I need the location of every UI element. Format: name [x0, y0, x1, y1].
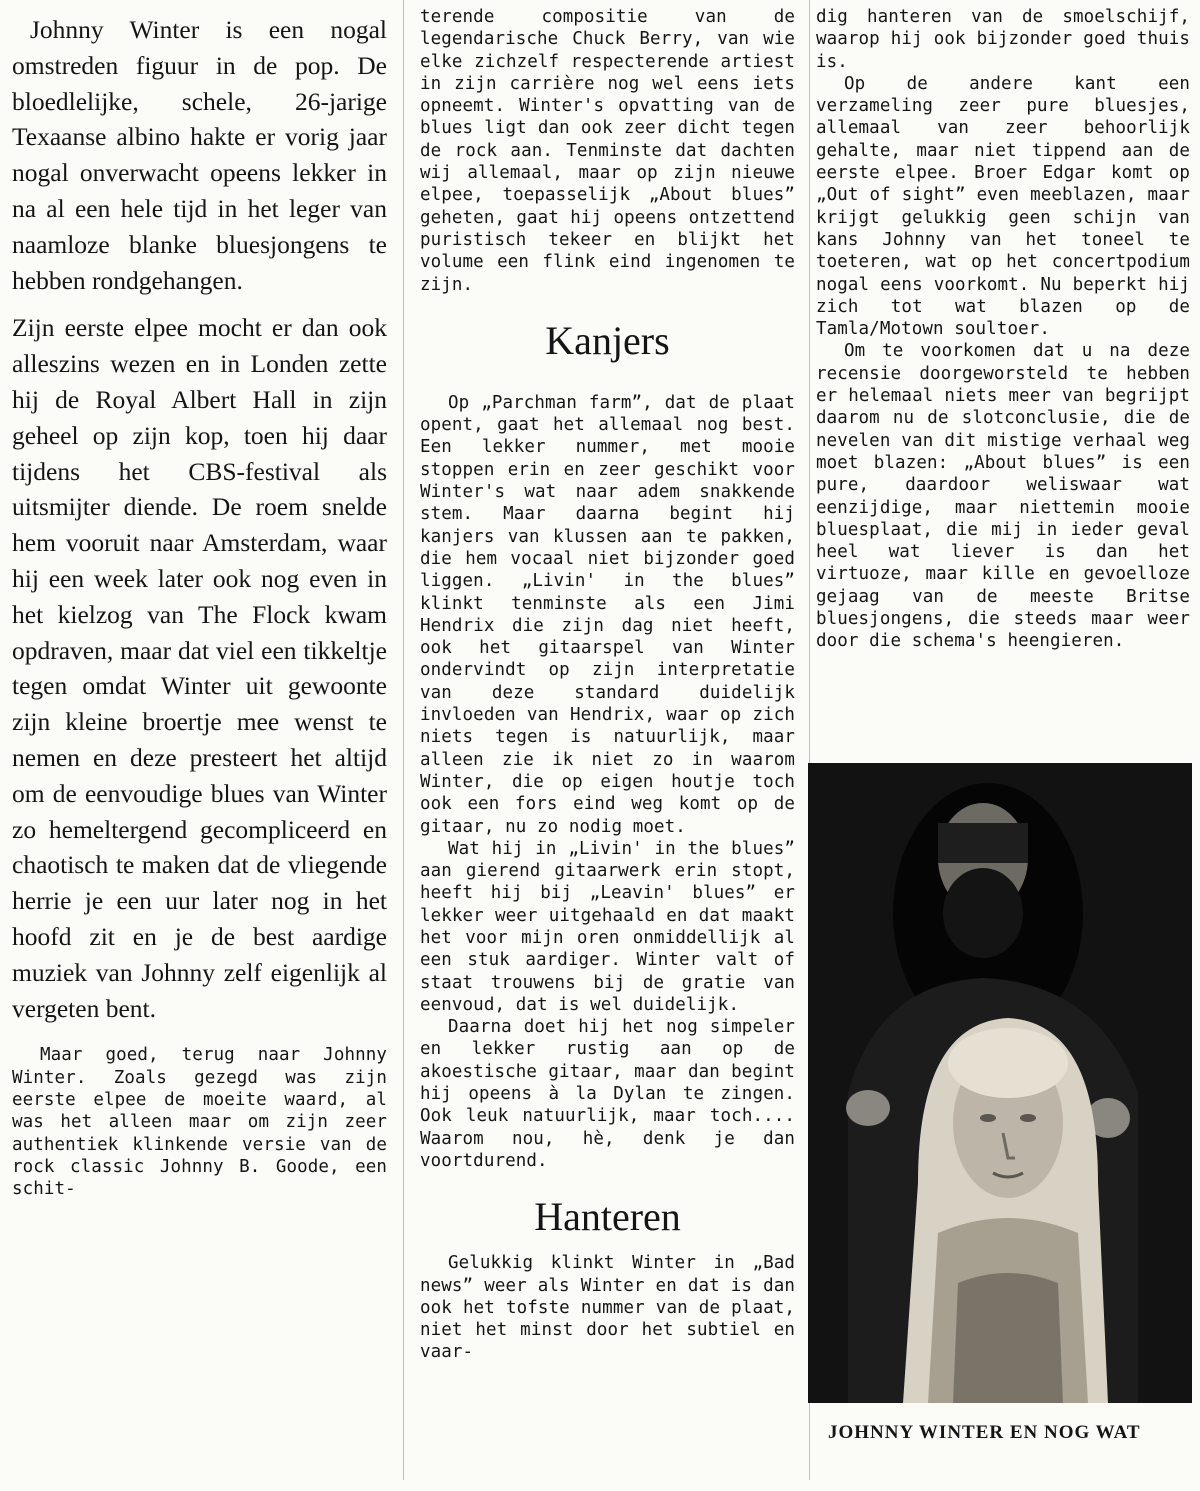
body-paragraph: Zijn eerste elpee mocht er dan ook alleszins wezen en in Londen zette hij de Royal Albert Hall in zijn geheel op zijn kop, toen hij daar tijdens het CBS-festival als uitsmijter diende. De roem snelde hem vooruit naar Amsterdam, waar hij een week later ook nog even in het kielzog van The Flock kwam opdraven, maar dat viel een tikkeltje tegen omdat Winter uit gewoonte zijn kleine broertje mee wenst te nemen en deze presteert het altijd om de eenvoudige blues van Winter zo hemeltergend gecompliceerd en chaotisch te maken dat de vliegende herrie je een uur later nog in het hoofd zit en je de best aardige muziek van Johnny zelf eigenlijk al vergeten bent.: [12, 313, 387, 1023]
body-paragraph: Gelukkig klinkt Winter in „Bad news” weer als Winter en dat is dan ook het tofste nummer van de plaat, niet het minst door het subtiel en vaar-: [420, 1253, 795, 1363]
body-paragraph: Daarna doet hij het nog simpeler en lekker rustig aan op de akoestische gitaar, maar dan begint hij opeens à la Dylan te zingen. Ook leuk natuurlijk, maar toch.... Waarom nou, hè, denk je dan voortdurend.: [420, 1017, 795, 1171]
body-paragraph: Op de andere kant een verzameling zeer pure bluesjes, allemaal van zeer behoorlijk gehalte, maar niet tippend aan de eerste elpee. Broer Edgar komt op „Out of sight” even meeblazen, maar krijgt gelukkig geen schijn van kans Johnny van het toneel te toeteren, wat op het concertpodium nogal eens voorkomt. Nu beperkt hij zich tot wat blazen op de Tamla/Motown soultoer.: [816, 73, 1190, 340]
photo-caption: JOHNNY WINTER EN NOG WAT: [828, 1422, 1141, 1443]
body-paragraph: Wat hij in „Livin' in the blues” aan gierend gitaarwerk erin stopt, heeft hij bij „Leavin' blues” er lekker weer uitgehaald en dat maakt het voor mijn oren onmiddellijk al een stuk aardiger. Winter valt of staat trouwens bij de gratie van eenvoud, dat is wel duidelijk.: [420, 838, 795, 1015]
body-paragraph: Maar goed, terug naar Johnny Winter. Zoals gezegd was zijn eerste elpee de moeite waard, al was het alleen maar om zijn zeer authentiek klinkende versie van de rock classic Johnny B. Goode, een schit-: [12, 1045, 387, 1200]
section-heading: Hanteren: [534, 1194, 681, 1240]
band-photo: [808, 763, 1192, 1403]
lead-paragraph: Johnny Winter is een nogal omstreden figuur in de pop. De bloedlelijke, schele, 26-jarige Texaanse albino hakte er vorig jaar nogal onverwacht opeens lekker in na al een hele tijd in het leger van naamloze blanke bluesjongens te hebben rondgehangen.: [12, 15, 387, 295]
article-column-1: [12, 0, 387, 1200]
article-column-3: [816, 0, 1190, 653]
column-rule: [403, 0, 404, 1480]
body-paragraph: Op „Parchman farm”, dat de plaat opent, gaat het allemaal nog best. Een lekker nummer, met mooie stoppen erin en zeer geschikt voor Winter's wat naar adem snakkende stem. Maar daarna begint hij kanjers van klussen aan te pakken, die hem vocaal niet bijzonder goed liggen. „Livin' in the blues” klinkt tenminste als een Jimi Hendrix die zijn dag niet heeft, ook het gitaarspel van Winter ondervindt op zijn interpretatie van deze standard duidelijk invloeden van Hendrix, waar op zich niets tegen is natuurlijk, maar alleen zie ik niet zo in waarom Winter, die op eigen houtje toch ook een fors eind weg komt op de gitaar, nu zo nodig moet.: [420, 392, 795, 837]
body-paragraph: terende compositie van de legendarische Chuck Berry, van wie elke zichzelf respecterende artiest in zijn carrière nog wel eens iets opneemt. Winter's opvatting van de blues ligt dan ook zeer dicht tegen de rock aan. Tenminste dat dachten wij allemaal, maar op zijn nieuwe elpee, toepasselijk „About blues” geheten, gaat hij opeens ontzettend puristisch tekeer en blijkt het volume een flink eind ingenomen te zijn.: [420, 7, 795, 295]
body-paragraph: dig hanteren van de smoelschijf, waarop hij ook bijzonder goed thuis is.: [816, 7, 1190, 72]
article-column-2: [420, 0, 795, 1364]
body-paragraph: Om te voorkomen dat u na deze recensie doorgeworsteld te hebben er helemaal niets meer van begrijpt daarom nu de slotconclusie, die de nevelen van dit mistige verhaal weg moet blazen: „About blues” is een pure, daardoor weliswaar wat eenzijdige, maar niettemin mooie bluesplaat, die mij in ieder geval heel wat liever is dan het virtuoze, maar kille en gevoelloze gejaag van de meeste Britse bluesjongens, die steeds maar weer door die schema's heengieren.: [816, 341, 1190, 652]
section-heading: Kanjers: [545, 317, 670, 363]
